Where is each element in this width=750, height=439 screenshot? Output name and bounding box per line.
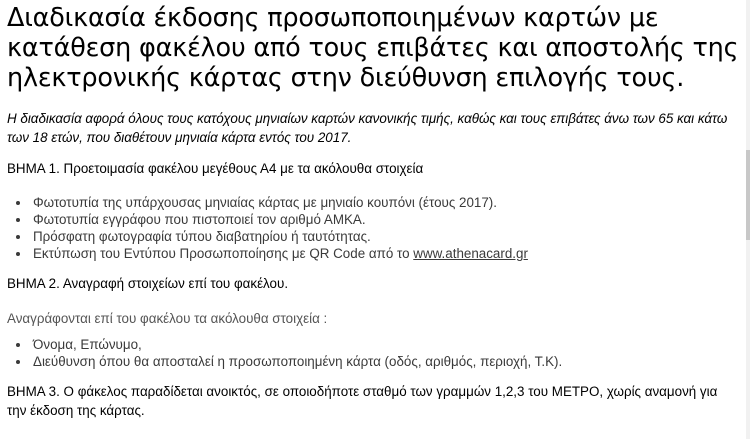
athenacard-link[interactable]: www.athenacard.gr [413, 246, 528, 261]
step-1-heading: ΒΗΜΑ 1. Προετοιμασία φακέλου μεγέθους Α4 με τα ακόλουθα στοιχεία [7, 161, 424, 176]
step-1-list [7, 194, 739, 262]
intro-paragraph: Η διαδικασία αφορά όλους τους κατόχους μηνιαίων καρτών κανονικής τιμής, καθώς και τους επιβάτες άνω των 65 και κάτω των 18 ετών, που διαθέτουν μηνιαία κάρτα εντός του 2017. [7, 111, 728, 145]
step-2-subtext: Αναγράφονται επί του φακέλου τα ακόλουθα στοιχεία : [7, 311, 328, 326]
list-item-text: Εκτύπωση του Εντύπου Προσωποποίησης με QR Code από το [33, 246, 414, 261]
step-3-heading: ΒΗΜΑ 3. Ο φάκελος παραδίδεται ανοικτός, σε οποιοδήποτε σταθμό των γραμμών 1,2,3 του ΜΕΤΡΟ, χωρίς αναμονή για την έκδοση της κάρτας. [7, 384, 718, 418]
scrollbar-track[interactable] [746, 0, 750, 439]
page-title: Διαδικασία έκδοσης προσωποποιημένων καρτών με κατάθεση φακέλου από τους επιβάτες και αποστολής της ηλεκτρονικής κάρτας στην διεύθυνση επιλογής τους. [7, 3, 739, 93]
list-item [31, 245, 739, 262]
list-item: • Διεύθυνση όπου θα αποσταλεί η προσωποποιημένη κάρτα (οδός, αριθμός, περιοχή, Τ.Κ). [31, 353, 739, 370]
list-item: • Όνομα, Επώνυμο, [31, 336, 739, 353]
article [7, 0, 739, 420]
list-item: • Φωτοτυπία της υπάρχουσας μηνιαίας κάρτας με μηνιαίο κουπόνι (έτους 2017). [31, 194, 739, 211]
list-item: • Φωτοτυπία εγγράφου που πιστοποιεί τον αριθμό ΑΜΚΑ. [31, 211, 739, 228]
step-2-heading: ΒΗΜΑ 2. Αναγραφή στοιχείων επί του φακέλου. [7, 276, 289, 291]
list-item: • Πρόσφατη φωτογραφία τύπου διαβατηρίου ή ταυτότητας. [31, 228, 739, 245]
scrollbar-thumb[interactable] [746, 150, 750, 240]
step-2-list [7, 336, 739, 370]
